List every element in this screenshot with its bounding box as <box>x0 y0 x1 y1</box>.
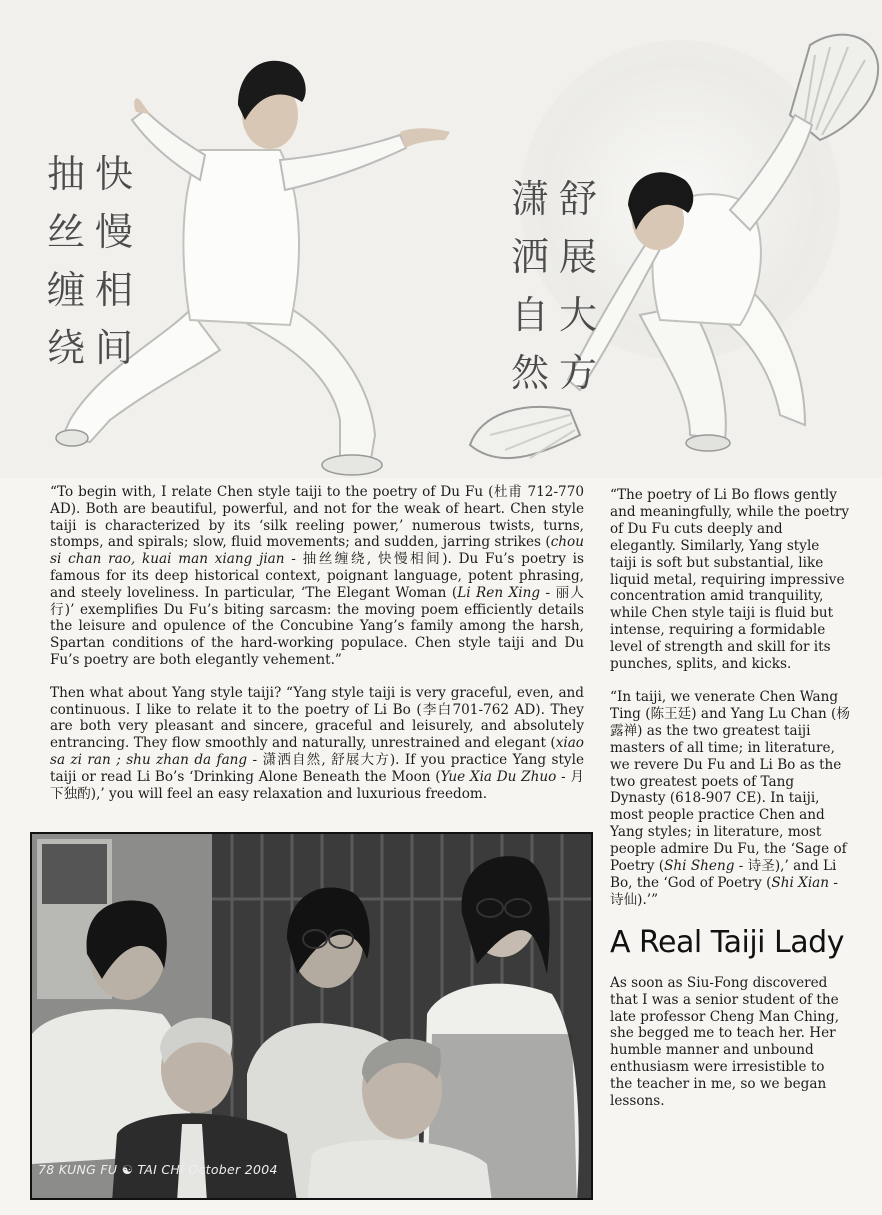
chinese-character: 展 <box>558 235 597 279</box>
text-run: “The poetry of Li Bo flows gently and meaningfully, while the poetry of Du Fu cuts deeply and elegantly. Similarly, Yang style taiji is soft but substantial, like liquid metal, requiring impressive concentration amid tranquility, while Chen style taiji is fluid but intense, requiring a formidable level of strength and skill for its punches, splits, and kicks. <box>610 487 850 673</box>
paragraph-yang-style <box>50 685 584 803</box>
hero-chinese-phrase-left-col-2 <box>44 145 88 377</box>
right-text-column <box>610 487 850 1126</box>
chinese-character: 相 <box>94 268 133 312</box>
pinyin-text: chou si chan rao, kuai man xiang jian <box>50 534 584 568</box>
text-run: - 潇洒自然, 舒展大方). If you practice Yang style taiji or read Li Bo’s ‘Drinking Alone Beneath the Moon ( <box>50 751 584 785</box>
text-run: - 诗仙).’” <box>610 874 838 908</box>
page-number: 78 <box>38 1162 55 1177</box>
hero-chinese-phrase-right-col-1 <box>556 170 600 402</box>
group-photo-image <box>32 834 593 1200</box>
chinese-character: 大 <box>558 293 597 337</box>
pinyin-text: Li Ren Xing <box>457 584 541 601</box>
magazine-name: KUNG FU ☯ TAI CHI <box>58 1162 185 1177</box>
text-run: - 诗圣),’ and Li Bo, the ‘God of Poetry ( <box>610 858 837 891</box>
pinyin-text: Yue Xia Du Zhuo <box>440 768 557 785</box>
paragraph-li-bo-du-fu <box>610 487 850 673</box>
text-run: “To begin with, I relate Chen style taiji to the poetry of Du Fu (杜甫 712-770 AD). Both are beautiful, powerful, and not for the weak of heart. Chen style taiji is characterized by its ‘silk reeling power,’ numerous twists, turns, stomps, and spirals; slow, fluid movements; and sudden, jarring strikes ( <box>50 484 584 551</box>
group-photo <box>30 832 593 1200</box>
chinese-character: 慢 <box>94 210 133 254</box>
issue-date: October 2004 <box>188 1162 278 1177</box>
left-text-column <box>50 484 584 818</box>
text-run: - 月下独酌),’ you will feel an easy relaxation and luxurious freedom. <box>50 768 584 802</box>
text-run: As soon as Siu-Fong discovered that I was a senior student of the late professor Cheng Man Ching, she begged me to teach her. Her humble manner and unbound enthusiasm were irresistible to the teacher in me, so we began lessons. <box>610 974 840 1110</box>
chinese-character: 缠 <box>46 268 85 312</box>
hero-photo <box>0 0 882 478</box>
pinyin-text: Shi Sheng <box>664 858 735 875</box>
hero-chinese-phrase-right-col-2 <box>508 170 552 402</box>
chinese-character: 自 <box>510 293 549 337</box>
text-run: - 丽人行)’ exemplifies Du Fu’s biting sarcasm: the moving poem efficiently details the leisure and opulence of the Concubine Yang’s family among the harsh, Spartan conditions of the hard-working populace. Chen style taiji and Du Fu’s poetry are both elegantly vehement.” <box>50 584 584 668</box>
section-heading: A Real Taiji Lady <box>610 924 844 960</box>
chinese-character: 丝 <box>46 210 85 254</box>
text-run: Then what about Yang style taiji? “Yang style taiji is very graceful, even, and continuous. I like to relate it to the poetry of Li Bo (李白701-762 AD). They are both very pleasant and sincere, graceful and leisurely, and absolutely entrancing. They flow smoothly and naturally, unrestrained and elegant ( <box>50 684 584 752</box>
paragraph-greatest-masters <box>610 689 850 909</box>
pinyin-text: Shi Xian <box>771 874 830 891</box>
page-footer <box>38 1162 278 1177</box>
chinese-character: 抽 <box>46 152 85 196</box>
chinese-character: 然 <box>510 351 549 395</box>
chinese-character: 方 <box>558 351 597 395</box>
chinese-character: 间 <box>94 326 133 370</box>
hero-chinese-phrase-left-col-1 <box>92 145 136 377</box>
chinese-character: 舒 <box>558 177 597 221</box>
text-run: “In taiji, we venerate Chen Wang Ting (陈王廷) and Yang Lu Chan (杨露禅) as the two greatest taiji masters of all time; in literature, we revere Du Fu and Li Bo as the two greatest poets of Tang Dynasty (618-907 CE). In taiji, most people practice Chen and Yang styles; in literature, most people admire Du Fu, the ‘Sage of Poetry ( <box>610 688 850 875</box>
paragraph-siu-fong <box>610 975 850 1110</box>
chinese-character: 快 <box>94 152 133 196</box>
chinese-character: 洒 <box>510 235 549 279</box>
text-run: - 抽丝缠绕, 快慢相间). Du Fu’s poetry is famous for its deep historical context, poignant language, potent phrasing, and steely loveliness. In particular, ‘The Elegant Woman ( <box>50 551 584 601</box>
pinyin-text: xiao sa zi ran ; shu zhan da fang <box>50 735 584 768</box>
paragraph-chen-style <box>50 484 584 669</box>
chinese-character: 潇 <box>510 177 549 221</box>
chinese-character: 绕 <box>46 326 85 370</box>
